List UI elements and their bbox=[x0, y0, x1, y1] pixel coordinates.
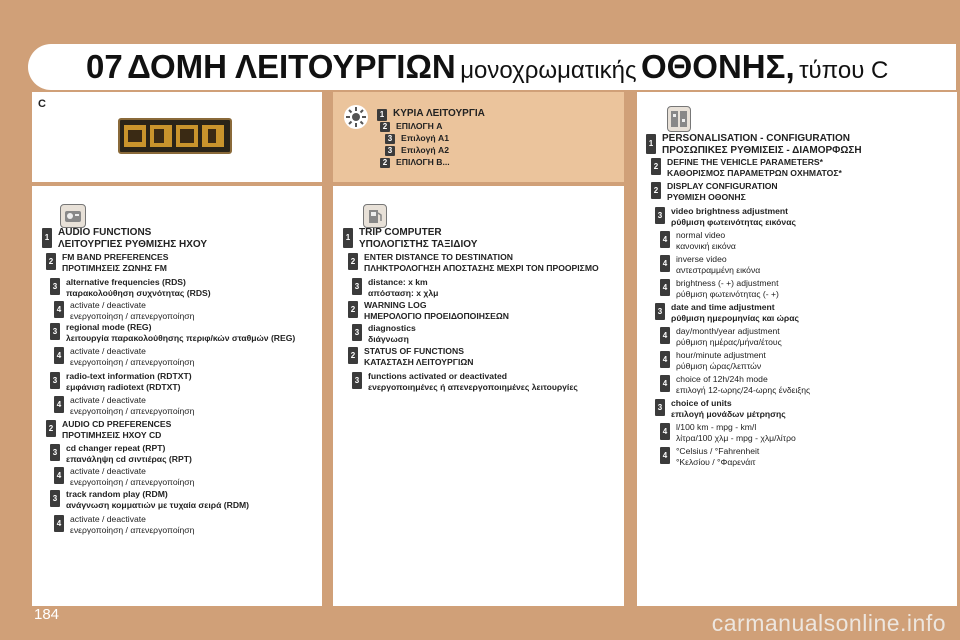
menu-item-line: ΗΜΕΡΟΛΟΓΙΟ ΠΡΟΕΙΔΟΠΟΙΗΣΕΩΝ bbox=[364, 311, 509, 321]
menu-item-line: normal video bbox=[676, 230, 726, 240]
title-sub1: μονοχρωματικής bbox=[460, 57, 637, 84]
level-badge: 2 bbox=[46, 420, 56, 437]
menu-item-text bbox=[671, 302, 799, 324]
menu-row-level-3 bbox=[352, 323, 416, 345]
panel-c-label: C bbox=[38, 98, 46, 110]
menu-item-line: PERSONALISATION - CONFIGURATION bbox=[662, 133, 850, 144]
menu-item-text bbox=[66, 322, 295, 344]
menu-item-line: ρύθμιση ώρας/λεπτών bbox=[676, 361, 762, 371]
menu-item-line: DISPLAY CONFIGURATION bbox=[667, 181, 778, 191]
level-badge: 3 bbox=[352, 324, 362, 341]
menu-row-level-3 bbox=[655, 206, 796, 228]
level-badge: 4 bbox=[660, 279, 670, 296]
panel-audio-functions bbox=[32, 186, 322, 606]
menu-item-line: FM BAND PREFERENCES bbox=[62, 252, 169, 262]
menu-item-text bbox=[662, 133, 862, 156]
level-badge: 1 bbox=[42, 228, 52, 248]
menu-row-level-3 bbox=[50, 371, 192, 393]
menu-row-level-4 bbox=[660, 230, 736, 252]
menu-item-line: video brightness adjustment bbox=[671, 206, 788, 216]
menu-row-level-2 bbox=[348, 252, 599, 274]
panel-main-menu bbox=[333, 92, 624, 182]
sun-settings-icon bbox=[343, 104, 369, 130]
menu-item-line: ΥΠΟΛΟΓΙΣΤΗΣ ΤΑΞΙΔΙΟΥ bbox=[359, 238, 478, 250]
menu-item-text bbox=[70, 514, 194, 536]
menu-item-line: επιλογή μονάδων μέτρησης bbox=[671, 409, 786, 419]
menu-row-level-4 bbox=[54, 514, 194, 536]
menu-item-line: WARNING LOG bbox=[364, 300, 427, 310]
menu-row-level-3 bbox=[50, 322, 295, 344]
level-badge: 4 bbox=[54, 396, 64, 413]
level-badge: 4 bbox=[660, 327, 670, 344]
menu-row-level-2 bbox=[651, 157, 842, 179]
menu-item-line: hour/minute adjustment bbox=[676, 350, 766, 360]
level-badge: 2 bbox=[348, 301, 358, 318]
level-badge: 3 bbox=[385, 134, 395, 144]
menu-item-text bbox=[676, 446, 759, 468]
menu-item-line: λειτουργία παρακολούθησης περιφ/κών σταθμών (REG) bbox=[66, 333, 296, 343]
audio-icon bbox=[60, 204, 86, 228]
menu-row-level-2 bbox=[651, 181, 778, 203]
level-badge: 2 bbox=[651, 182, 661, 199]
menu-row-level-4 bbox=[54, 466, 194, 488]
level-badge: 4 bbox=[660, 255, 670, 272]
menu-row-level-4 bbox=[660, 350, 766, 372]
level-badge: 3 bbox=[50, 323, 60, 340]
menu-item-line: ρύθμιση φωτεινότητας (- +) bbox=[676, 289, 779, 299]
menu-row-level-1 bbox=[343, 227, 477, 250]
menu-item-line: activate / deactivate bbox=[70, 300, 146, 310]
menu-row bbox=[380, 121, 442, 132]
fuel-pump-icon bbox=[363, 204, 387, 228]
level-badge: 4 bbox=[54, 467, 64, 484]
watermark: carmanualsonline.info bbox=[711, 610, 946, 636]
menu-item-line: distance: x km bbox=[368, 277, 428, 287]
menu-row-level-4 bbox=[660, 374, 810, 396]
menu-row-level-4 bbox=[54, 395, 194, 417]
level-badge: 4 bbox=[660, 375, 670, 392]
menu-item-text bbox=[70, 346, 194, 368]
menu-row bbox=[385, 145, 449, 156]
menu-item-line: activate / deactivate bbox=[70, 395, 146, 405]
menu-row-level-3 bbox=[50, 277, 211, 299]
menu-item-text bbox=[66, 371, 192, 393]
panel-personalisation bbox=[637, 92, 957, 606]
menu-item-line: AUDIO CD PREFERENCES bbox=[62, 419, 172, 429]
level-badge: 3 bbox=[352, 278, 362, 295]
title-sub2: τύπου C bbox=[799, 57, 889, 84]
menu-row-level-4 bbox=[660, 278, 779, 300]
menu-row-level-2 bbox=[348, 300, 509, 322]
menu-item-text bbox=[671, 398, 786, 420]
menu-item-line: l/100 km - mpg - km/l bbox=[676, 422, 757, 432]
level-badge: 3 bbox=[352, 372, 362, 389]
menu-item-line: inverse video bbox=[676, 254, 727, 264]
menu-item-line: choice of units bbox=[671, 398, 732, 408]
menu-item-line: ενεργοποίηση / απενεργοποίηση bbox=[70, 477, 195, 487]
menu-row-level-3 bbox=[655, 398, 786, 420]
menu-item-text bbox=[676, 350, 766, 372]
level-badge: 4 bbox=[54, 515, 64, 532]
menu-item-text bbox=[62, 252, 168, 274]
menu-item-text bbox=[58, 227, 207, 250]
menu-item-line: activate / deactivate bbox=[70, 346, 146, 356]
level-badge: 4 bbox=[54, 301, 64, 318]
menu-row-level-4 bbox=[660, 254, 760, 276]
menu-item-text bbox=[368, 371, 578, 393]
menu-item-line: ρύθμιση φωτεινότητας εικόνας bbox=[671, 217, 796, 227]
menu-item-text bbox=[671, 206, 796, 228]
title-main: ΔΟΜΗ ΛΕΙΤΟΥΡΓΙΩΝ bbox=[127, 48, 456, 85]
menu-item-text bbox=[364, 346, 473, 368]
menu-row-level-1 bbox=[42, 227, 207, 250]
menu-row-level-1 bbox=[646, 133, 862, 156]
menu-item-text bbox=[676, 326, 782, 348]
menu-item-line: ενεργοποίηση / απενεργοποίηση bbox=[70, 357, 195, 367]
title-main2: ΟΘΟΝΗΣ, bbox=[640, 48, 795, 85]
menu-item-line: ΠΡΟΣΩΠΙΚΕΣ ΡΥΘΜΙΣΕΙΣ - ΔΙΑΜΟΡΦΩΣΗ bbox=[662, 144, 862, 156]
menu-item-line: εμφάνιση radiotext (RDTXT) bbox=[66, 382, 181, 392]
menu-item-text: Επιλογή A2 bbox=[401, 145, 450, 155]
menu-item-line: brightness (- +) adjustment bbox=[676, 278, 779, 288]
panel-display-c bbox=[32, 92, 322, 182]
menu-item-text bbox=[368, 323, 416, 345]
page-title bbox=[86, 44, 888, 90]
level-badge: 1 bbox=[377, 109, 387, 121]
menu-row-level-2 bbox=[348, 346, 473, 368]
level-badge: 4 bbox=[660, 423, 670, 440]
panel-trip-computer bbox=[333, 186, 624, 606]
menu-row-level-2 bbox=[46, 419, 171, 441]
menu-item-text bbox=[676, 230, 736, 252]
level-badge: 2 bbox=[46, 253, 56, 270]
level-badge: 4 bbox=[660, 351, 670, 368]
menu-item-line: ΚΑΤΑΣΤΑΣΗ ΛΕΙΤΟΥΡΓΙΩΝ bbox=[364, 357, 474, 367]
menu-item-line: απόσταση: x χλμ bbox=[368, 288, 439, 298]
menu-item-line: επιλογή 12-ωρης/24-ωρης ένδειξης bbox=[676, 385, 811, 395]
menu-item-text bbox=[364, 252, 599, 274]
menu-item-text bbox=[66, 443, 192, 465]
menu-item-line: day/month/year adjustment bbox=[676, 326, 780, 336]
menu-item-text bbox=[676, 278, 779, 300]
menu-row bbox=[377, 108, 485, 121]
level-badge: 2 bbox=[380, 158, 390, 168]
menu-item-line: παρακολούθηση συχνότητας (RDS) bbox=[66, 288, 211, 298]
menu-item-line: διάγνωση bbox=[368, 334, 409, 344]
level-badge: 2 bbox=[348, 253, 358, 270]
menu-row-level-4 bbox=[660, 422, 796, 444]
menu-row-level-4 bbox=[54, 346, 194, 368]
menu-row-level-2 bbox=[46, 252, 168, 274]
menu-item-line: STATUS OF FUNCTIONS bbox=[364, 346, 464, 356]
level-badge: 3 bbox=[655, 303, 665, 320]
level-badge: 3 bbox=[50, 490, 60, 507]
menu-item-text bbox=[66, 277, 211, 299]
menu-item-line: επανάληψη cd σιντιέρας (RPT) bbox=[66, 454, 192, 464]
menu-item-line: κανονική εικόνα bbox=[676, 241, 736, 251]
menu-item-line: ρύθμιση ημερομηνίας και ώρας bbox=[671, 313, 799, 323]
menu-item-line: choice of 12h/24h mode bbox=[676, 374, 768, 384]
menu-item-line: diagnostics bbox=[368, 323, 416, 333]
menu-row-level-3 bbox=[352, 277, 438, 299]
tools-settings-icon bbox=[667, 106, 691, 132]
menu-row bbox=[385, 133, 449, 144]
level-badge: 4 bbox=[54, 347, 64, 364]
level-badge: 4 bbox=[660, 447, 670, 464]
level-badge: 2 bbox=[651, 158, 661, 175]
menu-item-text bbox=[368, 277, 438, 299]
menu-item-line: activate / deactivate bbox=[70, 466, 146, 476]
menu-item-line: track random play (RDM) bbox=[66, 489, 168, 499]
menu-row-level-4 bbox=[660, 446, 759, 468]
menu-item-line: date and time adjustment bbox=[671, 302, 775, 312]
level-badge: 3 bbox=[655, 207, 665, 224]
level-badge: 3 bbox=[50, 278, 60, 295]
menu-item-text bbox=[70, 395, 194, 417]
menu-item-line: ανάγνωση κομματιών με τυχαία σειρά (RDM) bbox=[66, 500, 250, 510]
level-badge: 3 bbox=[385, 146, 395, 156]
menu-item-line: ρύθμιση ημέρας/μήνα/έτους bbox=[676, 337, 782, 347]
menu-item-line: λίτρα/100 χλμ - mpg - χλμ/λίτρο bbox=[676, 433, 796, 443]
menu-item-line: radio-text information (RDTXT) bbox=[66, 371, 192, 381]
menu-item-line: DEFINE THE VEHICLE PARAMETERS* bbox=[667, 157, 823, 167]
display-screen bbox=[118, 118, 232, 154]
menu-item-line: ΠΡΟΤΙΜΗΣΕΙΣ ΗΧΟΥ CD bbox=[62, 430, 162, 440]
menu-item-line: αντεστραμμένη εικόνα bbox=[676, 265, 761, 275]
menu-row-level-4 bbox=[54, 300, 194, 322]
menu-item-line: ΠΛΗΚΤΡΟΛΟΓΗΣΗ ΑΠΟΣΤΑΣΗΣ ΜΕΧΡΙ ΤΟΝ ΠΡΟΟΡΙΣΜΟ bbox=[364, 263, 599, 273]
menu-row-level-4 bbox=[660, 326, 782, 348]
menu-row-level-3 bbox=[655, 302, 799, 324]
menu-item-line: ενεργοποίηση / απενεργοποίηση bbox=[70, 311, 195, 321]
menu-item-line: ενεργοποίηση / απενεργοποίηση bbox=[70, 406, 195, 416]
menu-item-line: ΡΥΘΜΙΣΗ ΟΘΟΝΗΣ bbox=[667, 192, 746, 202]
menu-item-text bbox=[676, 374, 810, 396]
menu-row-level-3 bbox=[50, 443, 192, 465]
menu-item-text bbox=[667, 181, 778, 203]
menu-item-line: cd changer repeat (RPT) bbox=[66, 443, 166, 453]
chapter-number: 07 bbox=[86, 48, 123, 85]
menu-item-text: ΚΥΡΙΑ ΛΕΙΤΟΥΡΓΙΑ bbox=[393, 108, 485, 119]
level-badge: 3 bbox=[50, 372, 60, 389]
menu-item-text bbox=[667, 157, 842, 179]
menu-item-line: functions activated or deactivated bbox=[368, 371, 507, 381]
level-badge: 2 bbox=[380, 122, 390, 132]
menu-item-line: ενεργοποιημένες ή απενεργοποιημένες λειτουργίες bbox=[368, 382, 578, 392]
level-badge: 1 bbox=[343, 228, 353, 248]
menu-item-line: alternative frequencies (RDS) bbox=[66, 277, 186, 287]
menu-item-text bbox=[62, 419, 171, 441]
menu-item-line: AUDIO FUNCTIONS bbox=[58, 227, 152, 238]
menu-item-text bbox=[66, 489, 249, 511]
level-badge: 3 bbox=[655, 399, 665, 416]
level-badge: 3 bbox=[50, 444, 60, 461]
menu-item-line: TRIP COMPUTER bbox=[359, 227, 442, 238]
menu-item-text bbox=[70, 300, 194, 322]
page-number: 184 bbox=[34, 606, 60, 623]
menu-item-line: regional mode (REG) bbox=[66, 322, 152, 332]
menu-row bbox=[380, 157, 450, 168]
menu-item-text: ΕΠΙΛΟΓΗ B... bbox=[396, 157, 450, 167]
level-badge: 4 bbox=[660, 231, 670, 248]
menu-item-line: °Celsius / °Fahrenheit bbox=[676, 446, 760, 456]
menu-item-line: ενεργοποίηση / απενεργοποίηση bbox=[70, 525, 195, 535]
menu-item-text bbox=[676, 254, 760, 276]
menu-item-line: ΚΑΘΟΡΙΣΜΟΣ ΠΑΡΑΜΕΤΡΩΝ ΟΧΗΜΑΤΟΣ* bbox=[667, 168, 842, 178]
menu-item-text bbox=[676, 422, 796, 444]
menu-item-text: ΕΠΙΛΟΓΗ A bbox=[396, 121, 443, 131]
menu-item-line: ENTER DISTANCE TO DESTINATION bbox=[364, 252, 513, 262]
menu-row-level-3 bbox=[50, 489, 249, 511]
menu-item-line: °Κελσίου / °Φαρενάιτ bbox=[676, 457, 756, 467]
menu-item-text bbox=[364, 300, 509, 322]
menu-item-line: ΛΕΙΤΟΥΡΓΙΕΣ ΡΥΘΜΙΣΗΣ ΗΧΟΥ bbox=[58, 238, 208, 250]
menu-row-level-3 bbox=[352, 371, 578, 393]
menu-item-text bbox=[70, 466, 194, 488]
menu-item-text bbox=[359, 227, 477, 250]
menu-item-line: activate / deactivate bbox=[70, 514, 146, 524]
menu-item-text: Επιλογή A1 bbox=[401, 133, 450, 143]
level-badge: 1 bbox=[646, 134, 656, 154]
level-badge: 2 bbox=[348, 347, 358, 364]
menu-item-line: ΠΡΟΤΙΜΗΣΕΙΣ ΖΩΝΗΣ FM bbox=[62, 263, 167, 273]
